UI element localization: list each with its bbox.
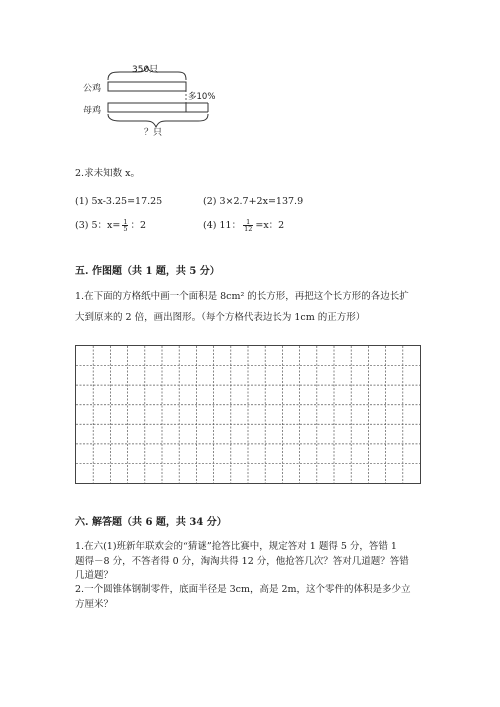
rooster-bar [108,82,186,91]
equation-4 [203,217,284,232]
fraction-one-fifth [122,219,128,232]
diagram-lines [0,0,500,140]
section-5-question-line-2: 大到原来的 2 倍，画出图形。（每个方格代表边长为 1cm 的正方形） [75,312,366,323]
grid-lines [76,346,420,483]
section-6-q2-line-1: 2.一个圆锥体钢制零件，底面半径是 3cm，高是 2m，这个零件的体积是多少立 [75,584,411,595]
square-grid[interactable] [75,345,421,484]
equation-1: (1) 5x-3.25=17.25 [75,196,163,207]
section-6-q1-line-1: 1.在六(1)班新年联欢会的“猜谜”抢答比赛中，规定答对 1 题得 5 分，答错 1 [75,541,397,552]
section-5-title: 五. 作图题（共 1 题，共 5 分） [75,266,220,277]
equation-3-prefix: (3) 5：x= [75,220,121,231]
section-6-q2-line-2: 方厘米？ [75,599,114,610]
fraction-numerator: 1 [243,219,253,226]
more-label: 多10% [188,92,216,102]
total-label: 350只 [132,65,159,75]
hen-label: 母鸡 [83,106,102,116]
question-2-heading: 2.求未知数 x。 [75,168,140,179]
section-6-q1-line-2: 题得－8 分，不答者得 0 分，淘淘共得 12 分，他抢答几次？答对几道题？答错 [75,556,409,567]
hen-bar [108,103,186,112]
fraction-numerator: 1 [123,218,128,226]
rooster-label: 公鸡 [83,84,102,94]
equation-3-suffix: ：2 [130,220,147,231]
fraction-denominator: 5 [123,225,128,233]
fraction-denominator: 12 [244,225,253,233]
fraction-one-twelfth [243,219,253,232]
section-6-q1-line-3: 几道题？ [75,570,114,581]
equation-4-prefix: (4) 11： [203,220,242,231]
equation-4-suffix: =x：2 [255,220,285,231]
unknown-label: ？只 [144,128,163,138]
equation-3 [75,217,146,232]
equation-2: (2) 3×2.7+2x=137.9 [203,196,304,207]
section-5-question-line-1: 1.在下面的方格纸中画一个面积是 8cm² 的长方形，再把这个长方形的各边长扩 [75,291,409,302]
section-6-title: 六. 解答题（共 6 题，共 34 分） [75,517,227,528]
